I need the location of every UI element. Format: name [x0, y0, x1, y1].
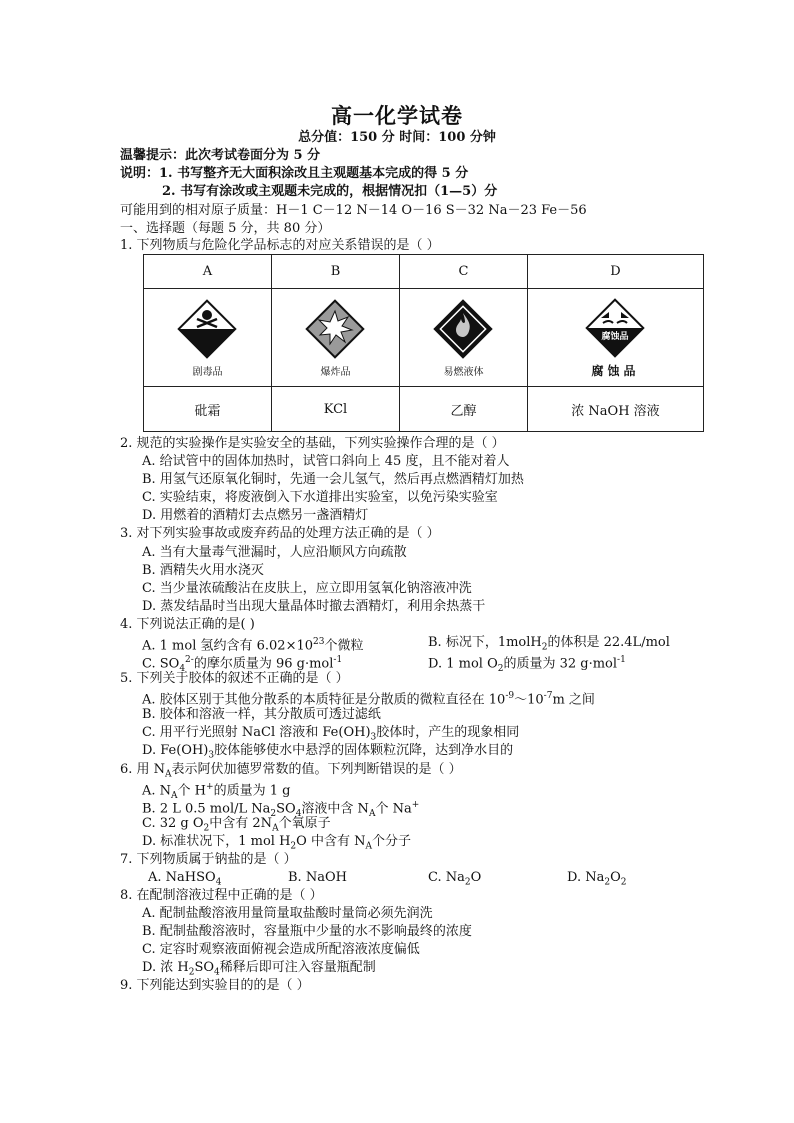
q4-option-a: A. 1 mol 氢约含有 $6.02\times 10^{23}$个微粒 [142, 637, 364, 654]
sign-row [144, 289, 704, 387]
substance-cell: 乙醇 [399, 387, 527, 432]
flammable-sign-icon [431, 297, 495, 361]
q6-option-d: D. 标准状况下，1 mol $H_2O$ 中含有 $N_A$个分子 [142, 834, 411, 852]
sign-cell [271, 289, 399, 387]
substance-row [144, 387, 704, 432]
note-line-1: 说明：1. 书写整齐无大面积涂改且主观题基本完成的得 5 分 [120, 166, 469, 181]
q8-option-d: D. 浓 $H_2SO_4$稀释后即可注入容量瓶配制 [142, 960, 376, 978]
exam-title: 高一化学试卷 [331, 103, 463, 128]
q4-option-b: B. 标况下，1molH$_2$的体积是 22.4L/mol [428, 635, 670, 653]
q7-stem: 7. 下列物质属于钠盐的是（ ） [120, 852, 297, 867]
q6-stem: 6. 用 $N_A$表示阿伏加德罗常数的值。下列判断错误的是（ ） [120, 762, 462, 780]
corrosive-inner-label: 腐蚀品 [601, 332, 629, 342]
q5-option-c: C. 用平行光照射 NaCl 溶液和 $Fe(OH)_3$胶体时，产生的现象相同 [142, 725, 520, 743]
q3-option-a: A. 当有大量毒气泄漏时，人应沿顺风方向疏散 [142, 545, 407, 560]
q4-option-c: C. $SO_4^{2-}$的摩尔质量为 96 g·mol$^{-1}$ [142, 655, 343, 674]
q2-option-c: C. 实验结束，将废液倒入下水道排出实验室，以免污染实验室 [142, 490, 498, 505]
q3-stem: 3. 对下列实验事故或废弃药品的处理方法正确的是（ ） [120, 526, 440, 541]
note-line-2: 2. 书写有涂改或主观题未完成的，根据情况扣（1—5）分 [162, 184, 498, 199]
substance-cell: KCl [271, 387, 399, 432]
q7-option-c: C. $Na_2O$ [428, 870, 482, 888]
exam-meta: 总分值：150 分 时间：100 分钟 [298, 130, 496, 145]
table-header-row [144, 255, 704, 289]
q5-stem: 5. 下列关于胶体的叙述不正确的是（ ） [120, 671, 349, 686]
q3-option-c: C. 当少量浓硫酸沾在皮肤上，应立即用氢氧化钠溶液冲洗 [142, 581, 472, 596]
sign-cell [399, 289, 527, 387]
q6-option-b: B. 2 L 0.5 mol/L $Na_2SO_4$溶液中含 $N_A$个 Na+ [142, 800, 420, 819]
q8-stem: 8. 在配制溶液过程中正确的是（ ） [120, 888, 323, 903]
sign-label: 易燃液体 [443, 367, 484, 378]
toxic-sign-icon [175, 297, 239, 361]
sign-label: 腐蚀品 [591, 364, 640, 378]
q2-option-d: D. 用燃着的酒精灯去点燃另一盏酒精灯 [142, 508, 369, 523]
sign-label: 爆炸品 [320, 367, 351, 378]
substance-cell: 浓 NaOH 溶液 [527, 387, 703, 432]
section-heading: 一、选择题（每题 5 分，共 80 分） [120, 221, 331, 236]
q5-option-a: A. 胶体区别于其他分散系的本质特征是分散质的微粒直径在 $10^{-9}\sim 10^{-7}m$ 之间 [142, 691, 595, 708]
col-header: B [271, 255, 399, 289]
q5-option-b: B. 胶体和溶液一样，其分散质可透过滤纸 [142, 707, 381, 722]
sign-label: 剧毒品 [192, 367, 223, 378]
explosive-sign-icon [303, 297, 367, 361]
q6-option-a: A. $N_A$个 H+的质量为 1 g [142, 782, 291, 801]
q3-option-d: D. 蒸发结晶时当出现大量晶体时撤去酒精灯，利用余热蒸干 [142, 599, 486, 614]
q2-option-a: A. 给试管中的固体加热时，试管口斜向上 45 度，且不能对着人 [142, 454, 510, 469]
atomic-masses: 可能用到的相对原子质量：H－1 C－12 N－14 O－16 S－32 Na－23 Fe－56 [120, 203, 587, 218]
q8-option-a: A. 配制盐酸溶液用量筒量取盐酸时量筒必须先润洗 [142, 906, 433, 921]
col-header: A [144, 255, 272, 289]
q7-option-b: B. NaOH [288, 870, 347, 885]
q3-option-b: B. 酒精失火用水浇灭 [142, 563, 264, 578]
q4-option-d: D. 1 mol $O_2$的质量为 32 g·mol$^{-1}$ [428, 655, 626, 674]
q5-option-d: D. $Fe(OH)_3$胶体能够使水中悬浮的固体颗粒沉降，达到净水目的 [142, 743, 514, 761]
sign-cell [527, 289, 703, 387]
q1-stem: 1. 下列物质与危险化学品标志的对应关系错误的是（ ） [120, 238, 440, 253]
sign-cell [144, 289, 272, 387]
hazard-table [143, 254, 704, 432]
substance-cell: 砒霜 [144, 387, 272, 432]
q2-stem: 2. 规范的实验操作是实验安全的基础，下列实验操作合理的是（ ） [120, 436, 505, 451]
col-header: C [399, 255, 527, 289]
q8-option-c: C. 定容时观察液面俯视会造成所配溶液浓度偏低 [142, 942, 420, 957]
q2-option-b: B. 用氢气还原氧化铜时，先通一会儿氢气，然后再点燃酒精灯加热 [142, 472, 524, 487]
tip-line: 温馨提示：此次考试卷面分为 5 分 [120, 148, 321, 163]
q6-option-c: C. 32 g $O_2$中含有 $2N_A$个氧原子 [142, 816, 331, 834]
q9-stem: 9. 下列能达到实验目的的是（ ） [120, 978, 310, 993]
q7-option-d: D. $Na_2O_2$ [567, 870, 627, 888]
col-header: D [527, 255, 703, 289]
q7-option-a: A. NaHSO$_4$ [148, 870, 222, 888]
q8-option-b: B. 配制盐酸溶液时，容量瓶中少量的水不影响最终的浓度 [142, 924, 472, 939]
corrosive-sign-icon [583, 296, 647, 360]
q4-stem: 4. 下列说法正确的是( ) [120, 617, 255, 632]
